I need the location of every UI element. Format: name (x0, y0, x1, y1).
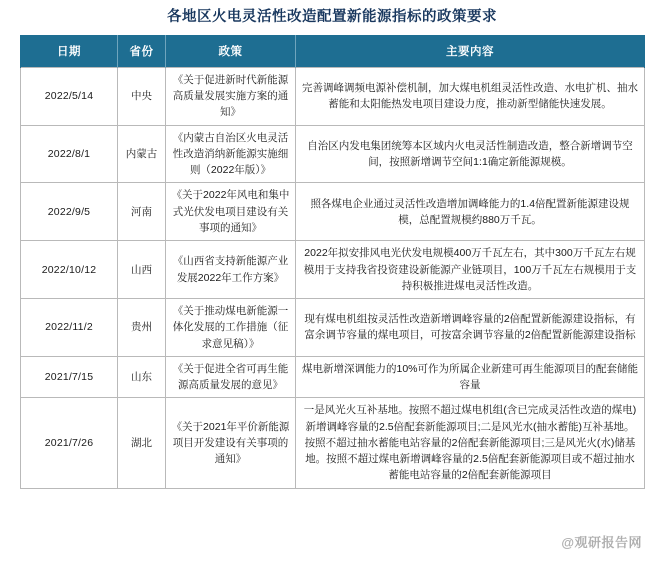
cell-policy: 《内蒙古自治区火电灵活性改造消纳新能源实施细则（2022年版）》 (166, 125, 296, 183)
policy-table-container (20, 35, 644, 488)
cell-policy: 《关于2021年平价新能源项目开发建设有关事项的通知》 (166, 398, 296, 488)
page-title: 各地区火电灵活性改造配置新能源指标的政策要求 (167, 9, 497, 25)
cell-province: 河南 (118, 183, 166, 241)
column-header-policy: 政策 (166, 35, 296, 67)
column-header-date: 日期 (21, 35, 118, 67)
watermark: @观研报告网 (561, 535, 642, 550)
column-header-province: 省份 (118, 35, 166, 67)
cell-date: 2022/5/14 (21, 67, 118, 125)
cell-date: 2022/10/12 (21, 241, 118, 299)
cell-content: 自治区内发电集团统筹本区域内火电灵活性制造改造，整合新增调节空间，按照新增调节空间1:1确定新能源规模。 (296, 125, 645, 183)
cell-policy: 《关于2022年风电和集中式光伏发电项目建设有关事项的通知》 (166, 183, 296, 241)
table-row (21, 241, 645, 299)
cell-province: 中央 (118, 67, 166, 125)
cell-province: 贵州 (118, 299, 166, 357)
cell-content: 现有煤电机组按灵活性改造新增调峰容量的2倍配置新能源建设指标，有富余调节容量的煤电项目，可按富余调节容量的2倍配置新能源建设指标 (296, 299, 645, 357)
column-header-content: 主要内容 (296, 35, 645, 67)
cell-content: 2022年拟安排风电光伏发电规模400万千瓦左右，其中300万千瓦左右规模用于支持我省投资建设新能源产业链项目，100万千瓦左右规模用于支持积极推进煤电灵活性改造。 (296, 241, 645, 299)
table-row (21, 398, 645, 488)
cell-policy: 《关于促进新时代新能源高质量发展实施方案的通知》 (166, 67, 296, 125)
cell-content: 照各煤电企业通过灵活性改造增加调峰能力的1.4倍配置新能源建设规模，总配置规模约880万千瓦。 (296, 183, 645, 241)
cell-policy: 《山西省支持新能源产业发展2022年工作方案》 (166, 241, 296, 299)
table-row (21, 299, 645, 357)
cell-province: 内蒙古 (118, 125, 166, 183)
cell-date: 2022/11/2 (21, 299, 118, 357)
cell-policy: 《关于促进全省可再生能源高质量发展的意见》 (166, 356, 296, 398)
table-header (21, 35, 645, 67)
table-row (21, 125, 645, 183)
policy-table (20, 35, 645, 488)
table-row (21, 356, 645, 398)
cell-date: 2021/7/15 (21, 356, 118, 398)
table-body (21, 67, 645, 488)
cell-date: 2022/9/5 (21, 183, 118, 241)
table-header-row (21, 35, 645, 67)
cell-policy: 《关于推动煤电新能源一体化发展的工作措施（征求意见稿）》 (166, 299, 296, 357)
cell-province: 山东 (118, 356, 166, 398)
cell-date: 2021/7/26 (21, 398, 118, 488)
cell-province: 山西 (118, 241, 166, 299)
table-row (21, 183, 645, 241)
table-row (21, 67, 645, 125)
cell-province: 湖北 (118, 398, 166, 488)
cell-date: 2022/8/1 (21, 125, 118, 183)
cell-content: 完善调峰调频电源补偿机制，加大煤电机组灵活性改造、水电扩机、抽水蓄能和太阳能热发电项目建设力度，推动新型储能快速发展。 (296, 67, 645, 125)
cell-content: 一是风光火互补基地。按照不超过煤电机组(含已完成灵活性改造的煤电)新增调峰容量的2.5倍配套新能源项目;二是风光水(抽水蓄能)互补基地。按照不超过抽水蓄能电站容量的2倍配套新能源项目;三是风光火(水)储基地。按照不超过煤电新增调峰容量的2.5倍配套新能源项目或不超过抽水蓄能电站容量的2倍配套新能源项目 (296, 398, 645, 488)
cell-content: 煤电新增深调能力的10%可作为所属企业新建可再生能源项目的配套储能容量 (296, 356, 645, 398)
